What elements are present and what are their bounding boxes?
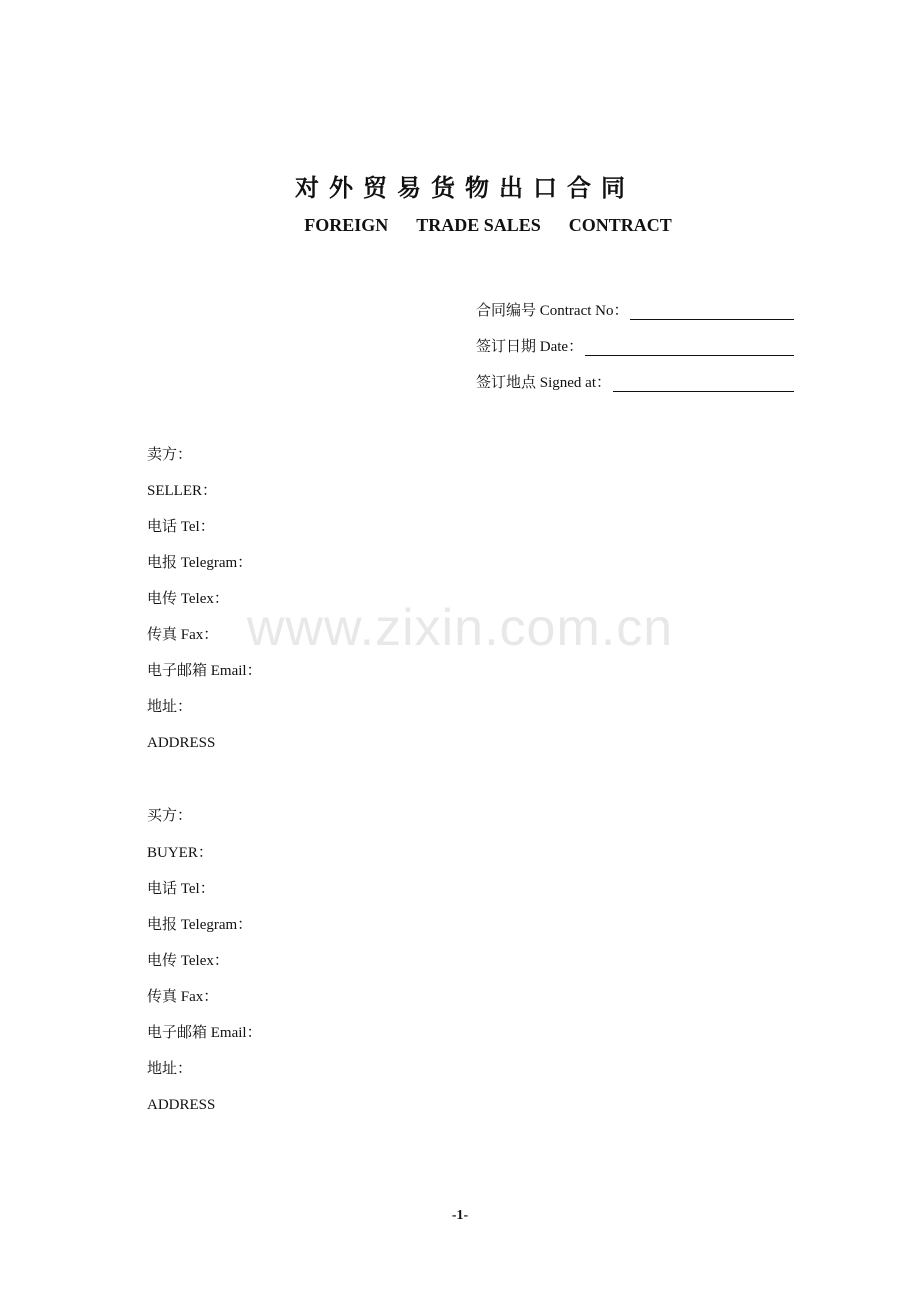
title-char: 合 [567,176,591,202]
title-char: 口 [533,176,557,202]
seller-telex: 电传 Telex： [147,591,229,607]
signed-at-field [476,374,794,392]
date-blank [585,341,794,356]
date-label: 签订日期 Date： [476,339,584,355]
buyer-address-en: ADDRESS [147,1097,216,1113]
contract-no-blank [630,305,794,320]
seller-telegram: 电报 Telegram： [147,555,253,571]
title-char: 出 [499,176,523,202]
title-word-trade-sales: TRADE SALES [416,215,541,235]
title-char: 外 [329,176,353,202]
title-char: 货 [431,176,455,202]
contract-no-label: 合同编号 Contract No： [476,303,629,319]
buyer-telegram: 电报 Telegram： [147,917,253,933]
title-char: 易 [397,176,421,202]
buyer-telex: 电传 Telex： [147,953,229,969]
signed-at-label: 签订地点 Signed at： [476,375,611,391]
date-field [476,338,794,356]
seller-address-en: ADDRESS [147,735,216,751]
buyer-label-cn: 买方： [147,808,193,824]
buyer-address-cn: 地址： [147,1061,193,1077]
buyer-fax: 传真 Fax： [147,989,219,1005]
seller-label-cn: 卖方： [147,447,193,463]
signed-at-blank [613,377,794,392]
page-number: -1- [451,1208,469,1223]
seller-email: 电子邮箱 Email： [147,663,262,679]
title-char: 贸 [363,176,387,202]
buyer-email: 电子邮箱 Email： [147,1025,262,1041]
title-char: 同 [601,176,625,202]
seller-tel: 电话 Tel： [147,519,215,535]
title-chinese [0,168,920,203]
seller-label-en: SELLER： [147,483,217,499]
seller-fax: 传真 Fax： [147,627,219,643]
buyer-tel: 电话 Tel： [147,881,215,897]
contract-no-field [476,302,794,320]
title-word-contract: CONTRACT [568,215,672,235]
title-char: 物 [465,176,489,202]
title-english [0,215,920,236]
buyer-label-en: BUYER： [147,845,213,861]
title-char: 对 [295,176,319,202]
watermark: www.zixin.com.cn [246,599,674,657]
seller-address-cn: 地址： [147,699,193,715]
title-word-foreign: FOREIGN [304,215,389,235]
